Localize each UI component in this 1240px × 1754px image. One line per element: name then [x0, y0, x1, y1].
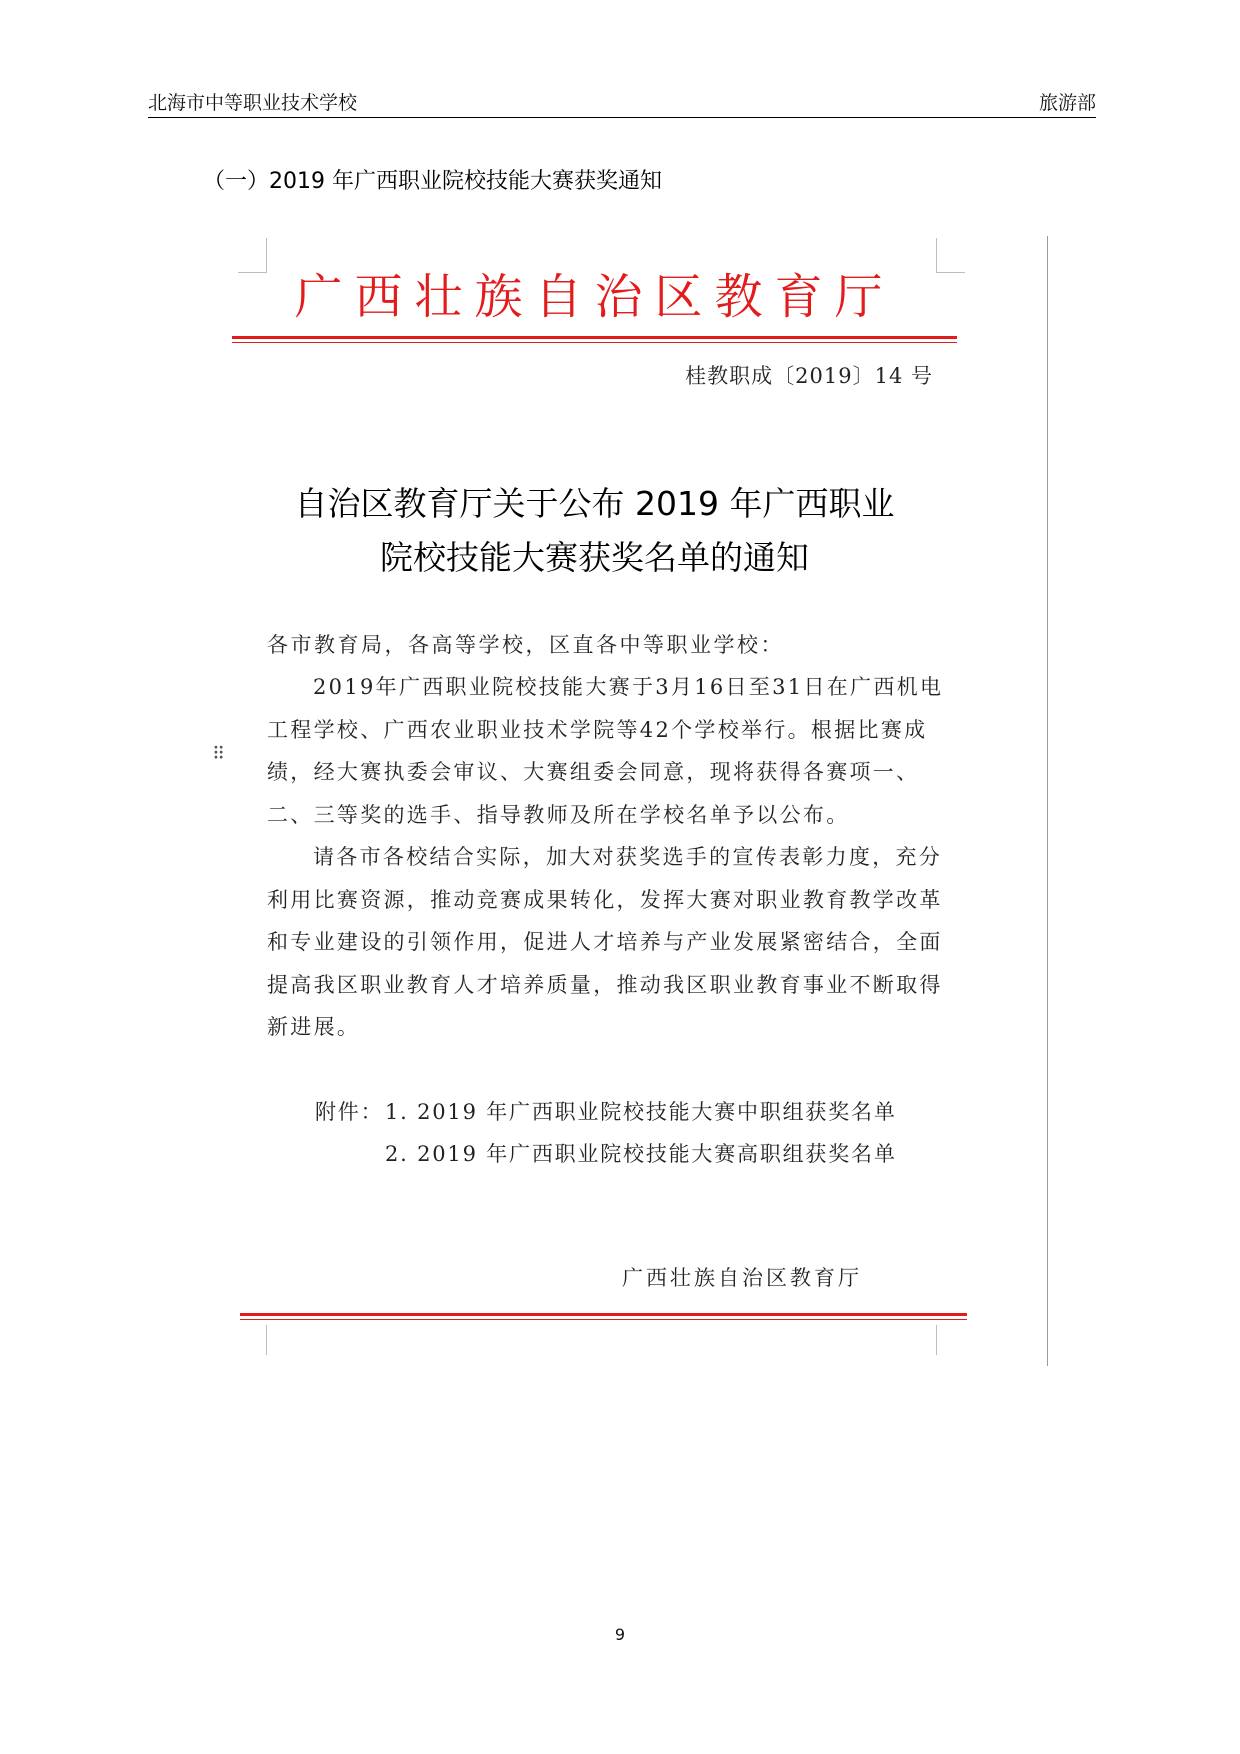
issuer-letterhead: 广西壮族自治区教育厅: [294, 269, 895, 325]
issuer-signature: 广西壮族自治区教育厅: [622, 1266, 862, 1290]
footer-red-rule: [240, 1313, 967, 1316]
document-title-line1: 自治区教育厅关于公布 2019 年广西职业: [294, 484, 895, 523]
page-number: 9: [614, 1625, 626, 1644]
document-title-line2: 院校技能大赛获奖名单的通知: [380, 538, 809, 577]
corner-mark-bottom-right: [936, 1325, 965, 1355]
paragraph-2: 请各市各校结合实际，加大对获奖选手的宣传表彰力度，充分利用比赛资源，推动竞赛成果转化，发挥大赛对职业教育教学改革和专业建设的引领作用，促进人才培养与产业发展紧密结合，全面提高我区职业教育人才培养质量，推动我区职业教育事业不断取得新进展。: [267, 845, 943, 1039]
document-number: 桂教职成〔2019〕14 号: [685, 364, 933, 388]
footer-red-rule-thin: [240, 1319, 967, 1320]
salutation: 各市教育局，各高等学校，区直各中等职业学校：: [267, 633, 784, 657]
drag-handle-icon[interactable]: ⠿: [212, 744, 226, 765]
letterhead-red-rule: [232, 336, 957, 339]
school-name: 北海市中等职业技术学校: [148, 92, 358, 114]
header-divider: [148, 117, 1096, 118]
attachment-item-2: 2. 2019 年广西职业院校技能大赛高职组获奖名单: [385, 1142, 897, 1166]
department-name: 旅游部: [1038, 92, 1096, 114]
corner-mark-bottom-left: [238, 1325, 267, 1355]
page-header: [148, 88, 1096, 116]
section-heading: （一）2019 年广西职业院校技能大赛获奖通知: [203, 169, 662, 194]
scan-edge-line: [1047, 236, 1048, 1366]
attachment-label: 附件：: [315, 1100, 384, 1124]
letterhead-red-rule-thin: [232, 342, 957, 343]
attachment-item-1: 1. 2019 年广西职业院校技能大赛中职组获奖名单: [385, 1100, 897, 1124]
paragraph-1: 2019年广西职业院校技能大赛于3月16日至31日在广西机电工程学校、广西农业职业技术学院等42个学校举行。根据比赛成绩，经大赛执委会审议、大赛组委会同意，现将获得各赛项一、二、三等奖的选手、指导教师及所在学校名单予以公布。: [267, 675, 944, 827]
